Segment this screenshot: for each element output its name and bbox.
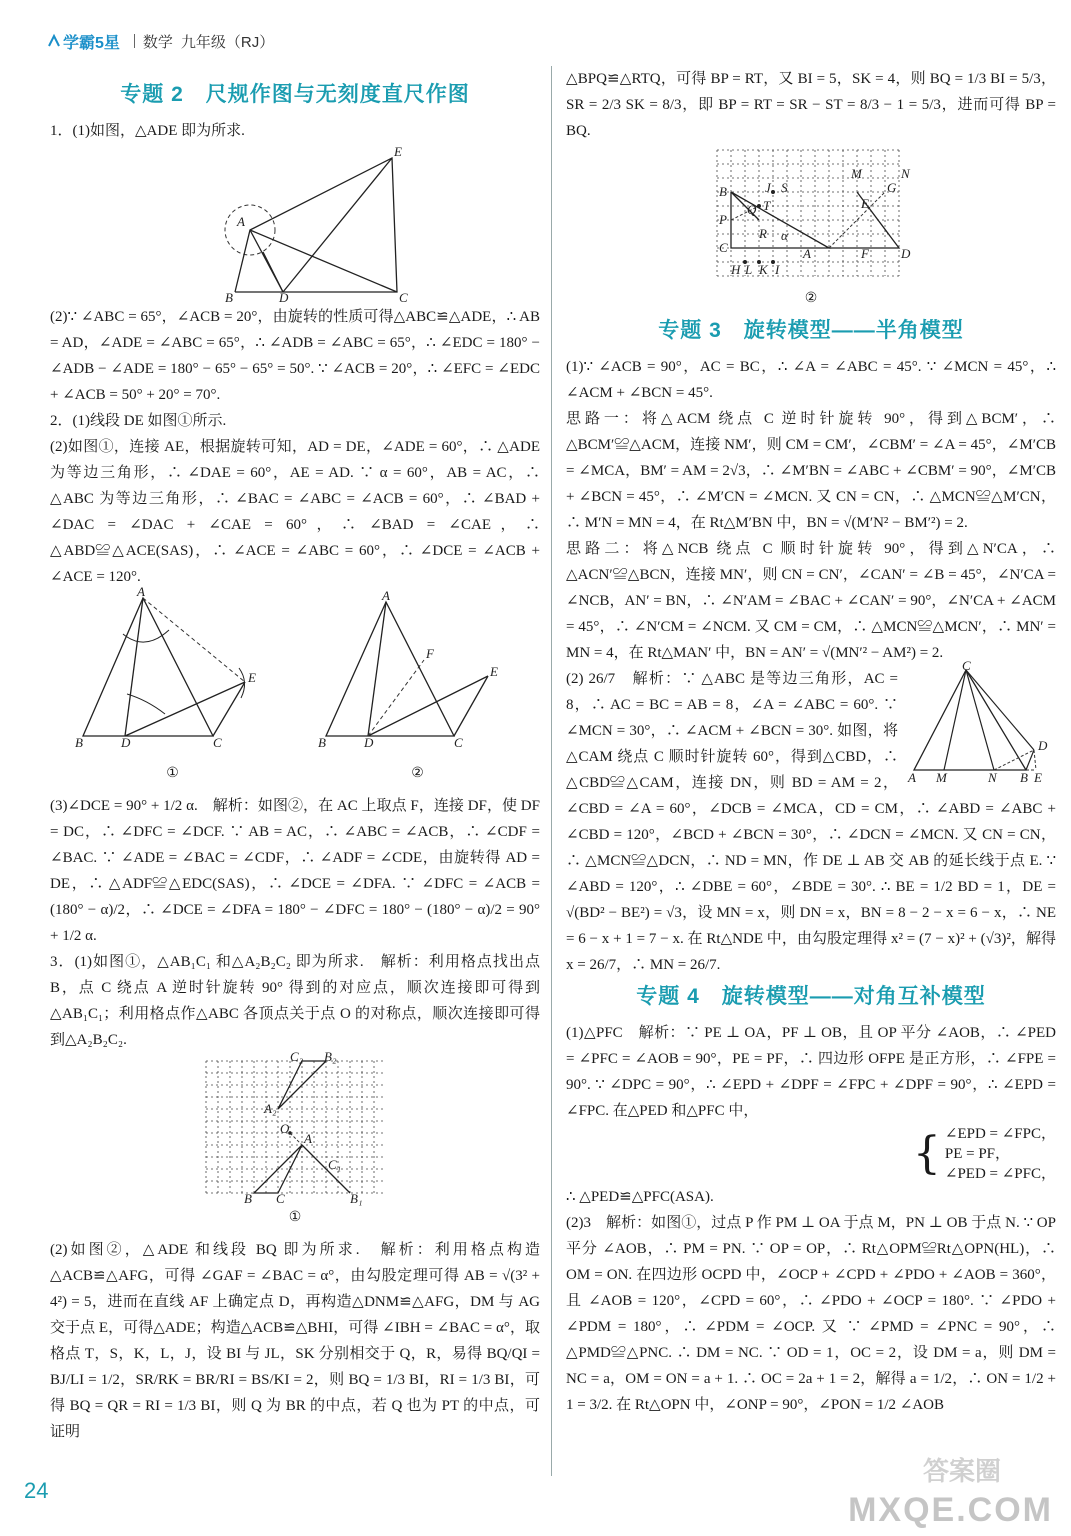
- t3f-label-C: C: [962, 658, 971, 673]
- q2f2-label-A: A: [381, 588, 390, 603]
- q3f2-label-J: J: [765, 180, 771, 195]
- q2f2-label-F: F: [425, 646, 434, 661]
- q2-figure1: [73, 584, 273, 750]
- topic4-heading: [566, 984, 1056, 1010]
- left-column: [50, 76, 544, 1445]
- q3f1-label-B: B: [244, 1191, 252, 1206]
- q3-figure1-caption: ①: [288, 1210, 302, 1225]
- q3f2-label-I: I: [775, 262, 780, 277]
- topic3-heading: [566, 318, 1056, 344]
- brand-name: 学霸5星: [63, 34, 120, 52]
- q2f1-label-A: A: [136, 584, 145, 599]
- t3f-label-N: N: [988, 770, 997, 785]
- fig1-label-D: D: [279, 290, 289, 305]
- topic2-title: 尺规作图与无刻度直尺作图: [205, 83, 470, 106]
- header-subject: 数学: [142, 33, 173, 51]
- q3-part1: 3．(1)如图①，△AB₁C₁ 和△A₂B₂C₂ 即为所求. 解析：利用格点找出点 B，点 C 绕点 A 逆时针旋转 90° 得到的对应点，顺次连接即可得到△AB₁C₁；利用格点作△ABC 各顶点关于点 O 的对称点，顺次连接即可得到△A₂B₂C₂.: [50, 954, 544, 1048]
- q3-figure2-caption: ②: [804, 291, 818, 306]
- t4-system-line-1: ∠EPD = ∠FPC，: [944, 1126, 1056, 1142]
- q2-figure1-wrap: [73, 584, 273, 793]
- q3f2-label-A: A: [803, 246, 811, 261]
- page-header: [48, 28, 274, 54]
- q2-figure2-caption: ②: [411, 766, 424, 781]
- t3f-label-B: B: [1020, 770, 1028, 785]
- fig1-label-C: C: [399, 290, 408, 305]
- t3f-label-D: D: [1038, 738, 1048, 753]
- q3-grid-figure2: [711, 144, 911, 284]
- t3-q2: (2) 26/7 解析：∵ △ABC 是等边三角形，AC = 8，∴ AC = BC = AB = 8，∠A = ∠ABC = 60°. ∵ ∠MCN = 30°，∴ ∠ACM + ∠BCN = 30°. 如图，将△CAM 绕点 C 顺时针旋转 60°，得到△CBD，∴ △CBD≌△CAM，连接 DN，则 BD = AM = 2，∠CBD = ∠A = 60°，∠DCB = ∠MCA，CD = CM，∴ ∠ABD = ∠ABC + ∠CBD = 120°，∠BCD + ∠BCN = 30°，∴ ∠DCN = ∠MCN. 又 CN = CN，∴ △MCN≌△DCN，∴ ND = MN，作 DE ⊥ AB 交 AB 的延长线于点 E. ∵ ∠ABD = 120°，∴ ∠DBE = 60°，∠BDE = 30°. ∴ BE = 1/2 BD = 1，DE = √(BD² − BE²) = √3，设 MN = x，则 DN = x，BN = 8 − 2 − x = 6 − x，∴ NE = 6 − x + 1 = 7 − x. 在 Rt△NDE 中，由勾股定理得 x² = (7 − x)² + (√3)²，解得 x = 26/7，∴ MN = 26/7.: [566, 671, 1060, 973]
- q2-part2: (2)如图①，连接 AE，根据旋转可知，AD = DE，∠ADE = 60°，∴ △ADE 为等边三角形，∴ ∠DAE = 60°，AE = AD. ∵ α = 60°，AB = AC，∴ △ABC 为等边三角形，∴ ∠BAC = ∠ABC = ∠ACB = 60°，∴ ∠BAD + ∠DAC = ∠DAC + ∠CAE = 60°，∴ ∠BAD = ∠CAE，∴ △ABD≌△ACE(SAS)，∴ ∠ACE = ∠ABC = 60°，∴ ∠DCE = ∠ACB + ∠ACE = 120°.: [50, 439, 544, 585]
- watermark-logo: 答案圈: [922, 1456, 1001, 1486]
- q3f1-label-B2: B₂: [324, 1049, 337, 1064]
- topic2-heading: [50, 82, 540, 108]
- t3f-label-A: A: [908, 770, 916, 785]
- q3f2-label-L: L: [745, 262, 753, 277]
- fig1-label-E: E: [394, 144, 402, 159]
- topic3-number: 专题 3: [658, 319, 722, 342]
- t3f-label-E: E: [1034, 770, 1042, 785]
- q1-part2: (2)∵ ∠ABC = 65°，∠ACB = 20°，由旋转的性质可得△ABC≌△ADE，∴ AB = AD，∠ADE = ∠ABC = 65°，∴ ∠ADB = ∠ABC = 65°，∴ ∠EDC = 180° − ∠ADB − ∠ADE = 180° − 65° − 65° = 50°. ∵ ∠ACB = 20°，∴ ∠EFC = ∠EDC + ∠ACB = 50° + 20° = 70°.: [50, 309, 544, 403]
- q3f2-label-E: E: [861, 196, 869, 211]
- brand-logo-icon: [48, 34, 60, 48]
- q2-figure2: [318, 590, 518, 750]
- t4-system-line-3: ∠PED = ∠PFC，: [944, 1166, 1056, 1182]
- q1-part1: 1．(1)如图，△ADE 即为所求.: [50, 123, 245, 139]
- q3f2-label-C: C: [719, 240, 728, 255]
- q3f2-label-S: S: [781, 180, 788, 195]
- t4-brace: {: [912, 1128, 941, 1179]
- header-separator: [134, 34, 135, 48]
- q2-part1: 2．(1)线段 DE 如图①所示.: [50, 413, 227, 429]
- topic4-number: 专题 4: [636, 985, 700, 1008]
- q2-figure1-caption: ①: [166, 766, 179, 781]
- q2f1-label-E: E: [247, 670, 256, 685]
- q3f2-label-D: D: [901, 246, 911, 261]
- q3f1-label-A: A: [304, 1131, 312, 1146]
- t4-system-lines: [945, 1124, 1056, 1184]
- q2f1-label-B: B: [74, 735, 83, 750]
- topic4-title: 旋转模型——对角互补模型: [721, 985, 986, 1008]
- q2f1-label-D: D: [120, 735, 130, 750]
- q3f1-label-C2: C₂: [290, 1049, 304, 1064]
- right-column: [566, 66, 1060, 1418]
- q3f2-label-G: G: [887, 180, 897, 195]
- fig1-label-A: A: [237, 214, 245, 229]
- t4-q2: (2)3 解析：如图①，过点 P 作 PM ⊥ OA 于点 M，PN ⊥ OB 于点 N. ∵ OP 平分 ∠AOB，∴ PM = PN. ∵ OP = OP，∴ Rt△OPM≌Rt△OPN(HL)，∴ OM = ON. 在四边形 OCPD 中，∠OCP + ∠CPD + ∠PDO + ∠AOB = 360°，且 ∠AOB = 120°，∠CPD = 60°，∴ ∠PDO + ∠OCP = 180°. ∵ ∠PDO + ∠PDM = 180°，∴ ∠PDM = ∠OCP. 又 ∵ ∠PMD = ∠PNC = 90°，∴ △PMD≌△PNC. ∴ DM = NC. ∵ OD = 1，OC = 2，设 DM = a，则 DM = NC = a，OM = ON = a + 1. ∴ OC = 2a + 1 = 2，解得 a = 1/2，∴ ON = 1/2 + 1 = 3/2. 在 Rt△OPN 中，∠ONP = 90°，∠PON = 1/2 ∠AOB: [566, 1215, 1060, 1413]
- q3-part2: (2)如图②，△ADE 和线段 BQ 即为所求. 解析：利用格点构造△ACB≌△AFG，可得 ∠GAF = ∠BAC = α°，由勾股定理可得 AB = √(3² + 4²) = 5，进而在直线 AF 上确定点 D，再构造△DNM≌△AFG，DM 与 AG 交于点 E，可得△ADE；构造△ACB≌△BHI，可得 ∠IBH = ∠BAC = α°，取格点 T，S，K，L，J，设 BI 与 JL，SK 分别相交于 Q，R，易得 BQ/QI = BJ/LI = 1/2，SR/RK = BR/RI = BS/KI = 2，则 BQ = 1/3 BI，RI = 1/3 BI，可得 BQ = QR = RI = 1/3 BI，则 Q 为 BR 的中点，若 Q 也为 PT 的中点，可证明: [50, 1242, 544, 1440]
- t3-approach2: 思路二：将△NCB 绕点 C 顺时针旋转 90°，得到△N′CA，∴ △ACN′≌△BCN，连接 MN′，则 CN = CN′，∠CAN′ = ∠B = 45°，∠N′CA = ∠NCB，AN′ = BN，∴ ∠N′AM = ∠BAC + ∠CAN′ = 90°，∠N′CA + ∠ACM = 45°，∴ ∠N′CM = ∠NCM. 又 CM = CM，∴ △MCN≌△MCN′，∴ MN′ = MN = 4，在 Rt△MAN′ 中，BN = AN′ = √(MN′² − AM²) = 2.: [566, 541, 1060, 661]
- t4-equation-system: [566, 1124, 1056, 1184]
- q3f1-label-A2: A₂: [264, 1101, 277, 1116]
- fig1-label-B: B: [225, 290, 233, 305]
- q2f1-label-C: C: [212, 735, 222, 750]
- q3f2-label-P: P: [719, 212, 727, 227]
- q3f2-label-N: N: [901, 166, 910, 181]
- watermark: MXQE.COM: [848, 1491, 1053, 1529]
- column-divider: [551, 66, 552, 1476]
- page-number: 24: [24, 1478, 49, 1503]
- q3f2-label-alpha: α: [781, 228, 788, 243]
- q3-continued: △BPQ≌△RTQ，可得 BP = RT，又 BI = 5，SK = 4，则 BQ = 1/3 BI = 5/3，SR = 2/3 SK = 8/3，即 BP = RT = SR − ST = 8/3 − 1 = 5/3，进而可得 BP = BQ.: [566, 71, 1060, 139]
- topic3-title: 旋转模型——半角模型: [743, 319, 964, 342]
- q1-rotation-figure: [175, 144, 415, 304]
- q3f1-label-B1: B₁: [350, 1191, 363, 1206]
- q3f2-label-T: T: [763, 198, 771, 213]
- q3f1-label-C1: C₁: [328, 1157, 342, 1172]
- q3f2-label-F: F: [861, 246, 869, 261]
- t3-equilateral-figure: [906, 658, 1056, 785]
- q2f2-label-B: B: [317, 735, 326, 750]
- t3-approach1: 思路一：将△ACM 绕点 C 逆时针旋转 90°，得到△BCM′，∴ △BCM′≌△ACM，连接 NM′，则 CM = CM′，∠CBM′ = ∠A = 45°，∠M′CB = ∠MCA，BM′ = AM = 2√3，∴ ∠M′BN = ∠ABC + ∠CBM′ = 90°，∠M′CB + ∠BCN = 45°，∴ ∠M′CN = ∠MCN. 又 CN = CN，∴ △MCN≌△M′CN，∴ M′N = MN = 4，在 Rt△M′BN 中，BN = √(M′N² − BM′²) = 2.: [566, 411, 1060, 531]
- q3f2-label-M: M: [851, 166, 862, 181]
- t3f-label-M: M: [936, 770, 947, 785]
- q3f2-label-R: R: [759, 226, 767, 241]
- q2-figure2-wrap: [318, 590, 518, 793]
- q3f2-label-K: K: [759, 262, 768, 277]
- q2f2-label-E: E: [489, 664, 498, 679]
- q3f2-label-Q: Q: [747, 202, 757, 217]
- q2-figures: [50, 584, 540, 793]
- q2f2-label-D: D: [363, 735, 373, 750]
- q2-part3: (3)∠DCE = 90° + 1/2 α. 解析：如图②，在 AC 上取点 F，连接 DF，使 DF = DC，∴ ∠DFC = ∠DCF. ∵ AB = AC，∴ ∠ABC = ∠ACB，∴ ∠CDF = ∠BAC. ∵ ∠ADE = ∠BAC = ∠CDF，∴ ∠ADF = ∠CDE，由旋转得 AD = DE，∴ △ADF≌△EDC(SAS)，∴ ∠DCE = ∠DFA. ∵ ∠DFC = ∠ACB = (180° − α)/2，∴ ∠DCE = ∠DFA = 180° − ∠DFC = 180° − (180° − α)/2 = 90° + 1/2 α.: [50, 798, 544, 944]
- q3f1-label-O: O: [280, 1121, 290, 1136]
- q3f2-label-B: B: [719, 184, 727, 199]
- q3f2-label-H: H: [731, 262, 741, 277]
- t4-q1-conclusion: ∴ △PED≌△PFC(ASA).: [566, 1189, 714, 1205]
- t3-q1: (1)∵ ∠ACB = 90°，AC = BC，∴ ∠A = ∠ABC = 45°. ∵ ∠MCN = 45°，∴ ∠ACM + ∠BCN = 45°.: [566, 359, 1060, 401]
- q2f2-label-C: C: [453, 735, 463, 750]
- q3f1-label-C: C: [276, 1191, 285, 1206]
- t4-q1: (1)△PFC 解析：∵ PE ⊥ OA，PF ⊥ OB，且 OP 平分 ∠AOB，∴ ∠PED = ∠PFC = ∠AOB = 90°，PE = PF，∴ 四边形 OFPE 是正方形，∴ ∠FPE = 90°. ∵ ∠DPC = 90°，∴ ∠EPD + ∠DPF = ∠FPC + ∠DPF = 90°，∴ ∠EPD = ∠FPC. 在△PED 和△PFC 中，: [566, 1025, 1060, 1119]
- topic2-number: 专题 2: [120, 83, 184, 106]
- q3-grid-figure1: [200, 1049, 390, 1206]
- header-grade: 九年级（RJ）: [180, 33, 275, 51]
- t4-system-line-2: PE = PF，: [944, 1146, 1011, 1162]
